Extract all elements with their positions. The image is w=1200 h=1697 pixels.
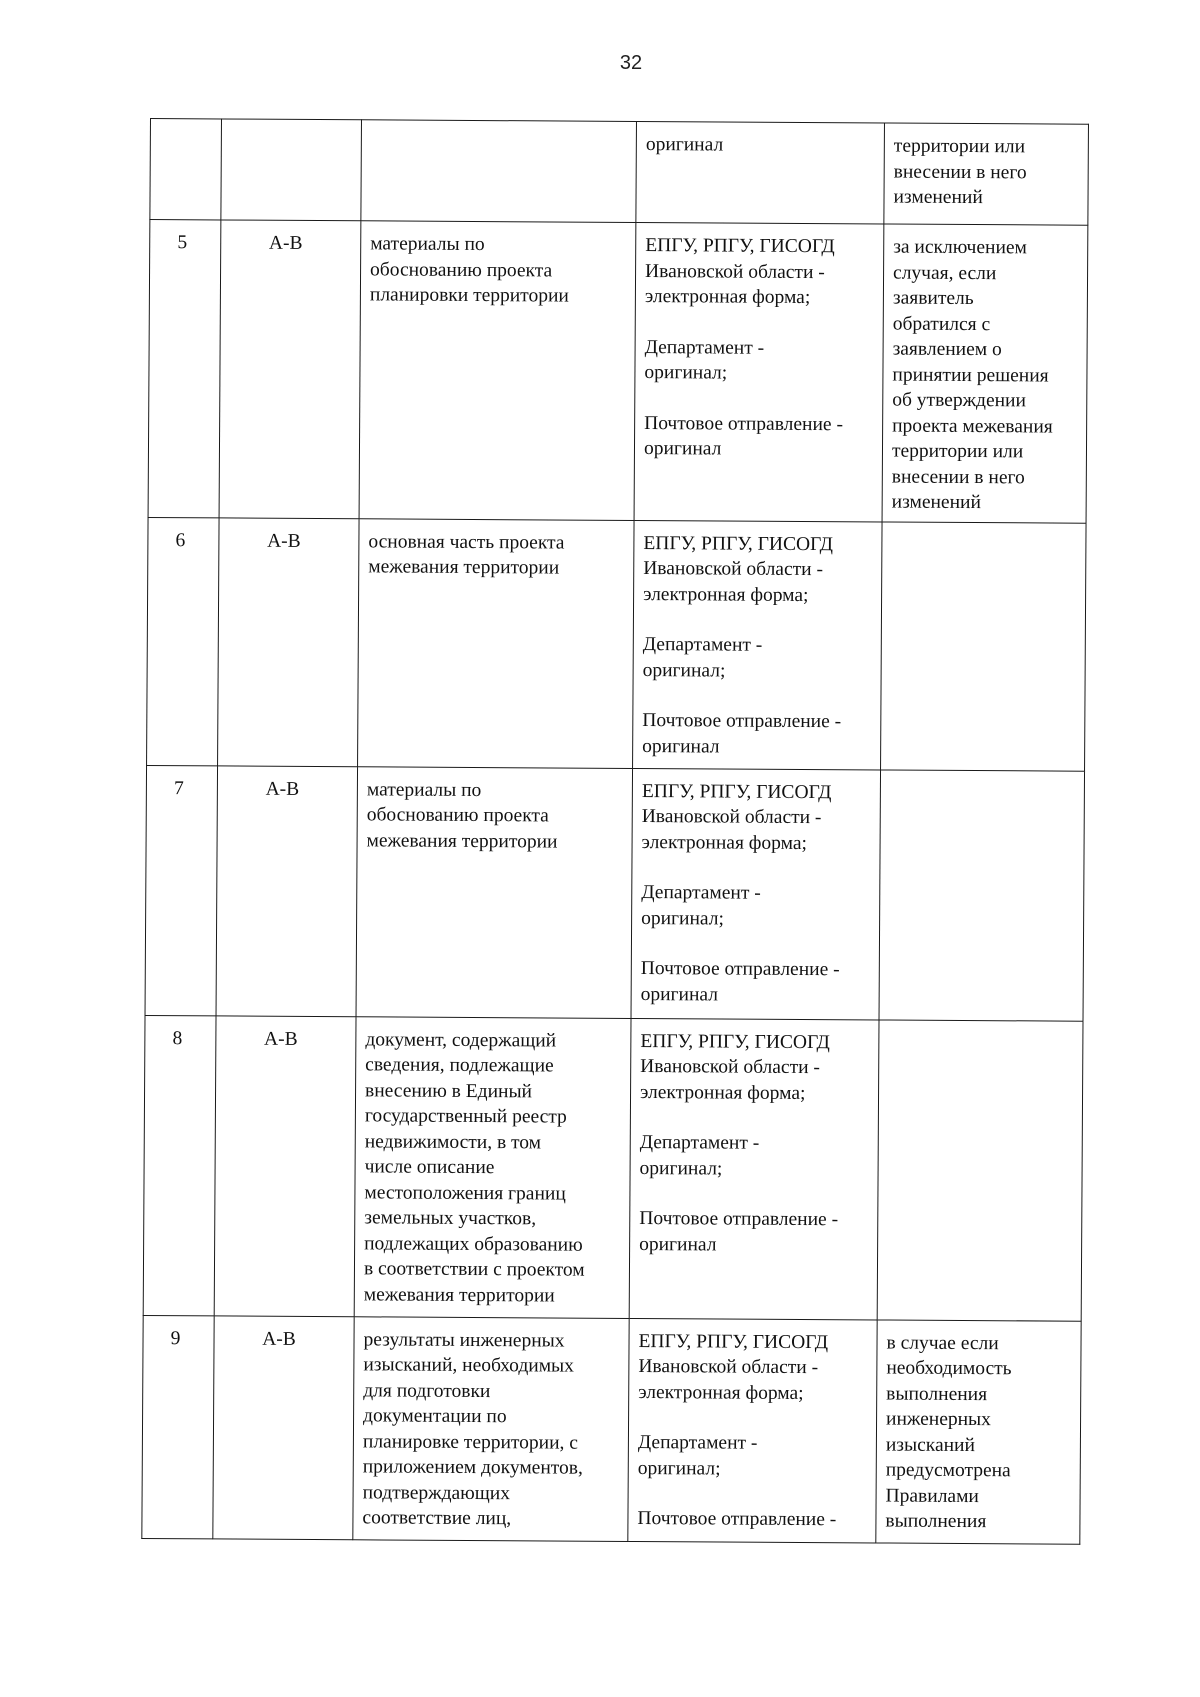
note-line: обратился с [892, 313, 991, 335]
note-line: изменений [893, 186, 983, 209]
row-number-cell: 5 [148, 220, 221, 518]
document-line: в соответствии с проектом [363, 1258, 585, 1281]
document-line: внесению в Единый [365, 1079, 533, 1102]
submission-line: электронная форма; [644, 286, 811, 309]
submission-line: оригинал; [644, 362, 728, 384]
submission-line: Департамент - [644, 336, 765, 359]
row-number-cell [150, 119, 222, 220]
document-line: числе описание [364, 1156, 495, 1179]
document-line: подтверждающих [362, 1481, 511, 1504]
document-line: результаты инженерных [363, 1328, 565, 1352]
note-cell [881, 521, 1087, 770]
submission-line: Департамент - [637, 1432, 758, 1454]
note-line: территории или [893, 135, 1026, 158]
row-number-cell: 6 [147, 517, 220, 765]
document-line: межевания территории [363, 1283, 555, 1306]
row-code-cell: А-В [219, 220, 361, 518]
note-cell [876, 1319, 1081, 1543]
document-line: изысканий, необходимых [363, 1354, 575, 1377]
note-line: выполнения [886, 1383, 988, 1405]
submission-line: Ивановской области - [643, 558, 824, 581]
note-line: за исключением [893, 236, 1027, 259]
document-line: земельных участков, [364, 1207, 537, 1230]
table-row [147, 517, 1086, 771]
submission-line: Департамент - [641, 882, 761, 904]
document-line: недвижимости, в том [364, 1130, 542, 1153]
note-line: изменений [891, 491, 981, 514]
note-line: проекта межевания [892, 415, 1053, 438]
submission-line: оригинал; [639, 1157, 723, 1180]
submission-line: оригинал; [642, 659, 726, 682]
submission-line: оригинал [645, 134, 724, 156]
document-line: приложением документов, [362, 1456, 583, 1479]
note-line: необходимость [886, 1357, 1012, 1380]
document-name-cell [353, 1316, 629, 1541]
table-row [145, 765, 1085, 1021]
submission-line: Ивановской области - [638, 1356, 819, 1379]
note-cell [882, 224, 1088, 523]
documents-table [141, 118, 1089, 1544]
submission-line: оригинал; [641, 907, 724, 930]
document-line: сведения, подлежащие [365, 1054, 554, 1077]
submission-line: Ивановской области - [641, 806, 822, 829]
note-line: предусмотрена [885, 1459, 1011, 1482]
submission-line: Почтовое отправление - [640, 958, 840, 981]
note-line: внесении в него [893, 161, 1027, 183]
document-line: документ, содержащий [365, 1028, 557, 1051]
note-line: случая, если [893, 262, 997, 284]
note-line: инженерных [886, 1408, 992, 1431]
document-line: планировки территории [369, 284, 569, 307]
row-code-cell: А-В [218, 517, 360, 766]
submission-line: оригинал [640, 983, 719, 1005]
note-line: принятии решения [892, 364, 1049, 386]
row-number-cell: 7 [145, 765, 218, 1015]
submission-line: электронная форма; [643, 583, 809, 606]
submission-method-cell [629, 1018, 879, 1320]
note-line: территории или [891, 440, 1024, 463]
document-name-cell [354, 1016, 631, 1318]
submission-line: Ивановской области - [640, 1056, 820, 1079]
document-line: материалы по [370, 233, 485, 256]
table-row [150, 119, 1089, 226]
document-line: межевания территории [368, 556, 560, 579]
submission-line: ЕПГУ, РПГУ, ГИСОГД [645, 235, 835, 258]
submission-line: Департамент - [639, 1132, 760, 1154]
document-name-cell [359, 221, 636, 520]
submission-line: ЕПГУ, РПГУ, ГИСОГД [640, 1030, 830, 1053]
submission-line: электронная форма; [641, 831, 808, 854]
table-row [142, 1315, 1081, 1544]
document-line: межевания территории [366, 829, 558, 853]
submission-line: ЕПГУ, РПГУ, ГИСОГД [638, 1330, 829, 1353]
note-line: внесении в него [891, 466, 1025, 488]
submission-line: Почтовое отправление - [644, 412, 844, 435]
note-line: заявлением о [892, 338, 1002, 361]
submission-line: Почтовое отправление - [637, 1508, 837, 1531]
submission-line: электронная форма; [639, 1081, 806, 1104]
row-code-cell: А-В [213, 1315, 354, 1539]
submission-line: электронная форма; [638, 1381, 804, 1404]
note-cell [884, 123, 1089, 225]
document-line: для подготовки [363, 1379, 491, 1402]
documents-table-body [142, 119, 1089, 1544]
submission-method-cell [634, 222, 884, 521]
page-number: 32 [619, 52, 643, 74]
note-line: об утверждении [892, 389, 1027, 412]
submission-line: Почтовое отправление - [642, 710, 842, 733]
note-line: выполнения [885, 1510, 987, 1533]
submission-method-cell [628, 1318, 877, 1543]
note-cell [879, 769, 1085, 1020]
document-line: государственный реестр [364, 1105, 567, 1128]
document-line: документации по [363, 1405, 507, 1428]
submission-method-cell [636, 121, 885, 224]
submission-line: оригинал [642, 735, 720, 757]
table-row [143, 1015, 1083, 1321]
document-name-cell [356, 766, 633, 1018]
document-line: материалы по [366, 778, 482, 801]
document-line: обоснованию проекта [366, 804, 549, 827]
note-line: изысканий [885, 1434, 976, 1456]
submission-line: Почтовое отправление - [639, 1208, 839, 1231]
submission-method-cell [631, 768, 881, 1020]
note-line: заявитель [892, 287, 974, 310]
submission-line: оригинал [643, 438, 722, 460]
document-line: подлежащих образованию [364, 1232, 583, 1256]
row-code-cell [221, 119, 362, 221]
note-line: Правилами [885, 1485, 979, 1507]
document-line: местоположения границ [364, 1181, 566, 1205]
submission-line: оригинал [639, 1233, 717, 1255]
submission-line: ЕПГУ, РПГУ, ГИСОГД [641, 780, 832, 803]
row-number-cell: 9 [142, 1315, 214, 1538]
table-row [148, 220, 1088, 523]
document-line: основная часть проекта [368, 530, 565, 554]
document-line: обоснованию проекта [370, 258, 553, 281]
document-line: планировке территории, с [362, 1430, 579, 1454]
document-line: соответствие лиц, [362, 1507, 512, 1530]
document-name-cell [361, 120, 637, 223]
submission-method-cell [633, 520, 883, 770]
row-code-cell: А-В [216, 765, 358, 1016]
document-name-cell [358, 518, 635, 768]
submission-line: ЕПГУ, РПГУ, ГИСОГД [643, 532, 834, 555]
note-cell [877, 1019, 1083, 1320]
row-number-cell: 8 [143, 1015, 216, 1315]
submission-line: оригинал; [637, 1457, 721, 1480]
note-line: в случае если [886, 1332, 999, 1354]
submission-line: Ивановской области - [645, 260, 825, 283]
row-code-cell: А-В [214, 1015, 356, 1316]
submission-line: Департамент - [642, 634, 763, 656]
